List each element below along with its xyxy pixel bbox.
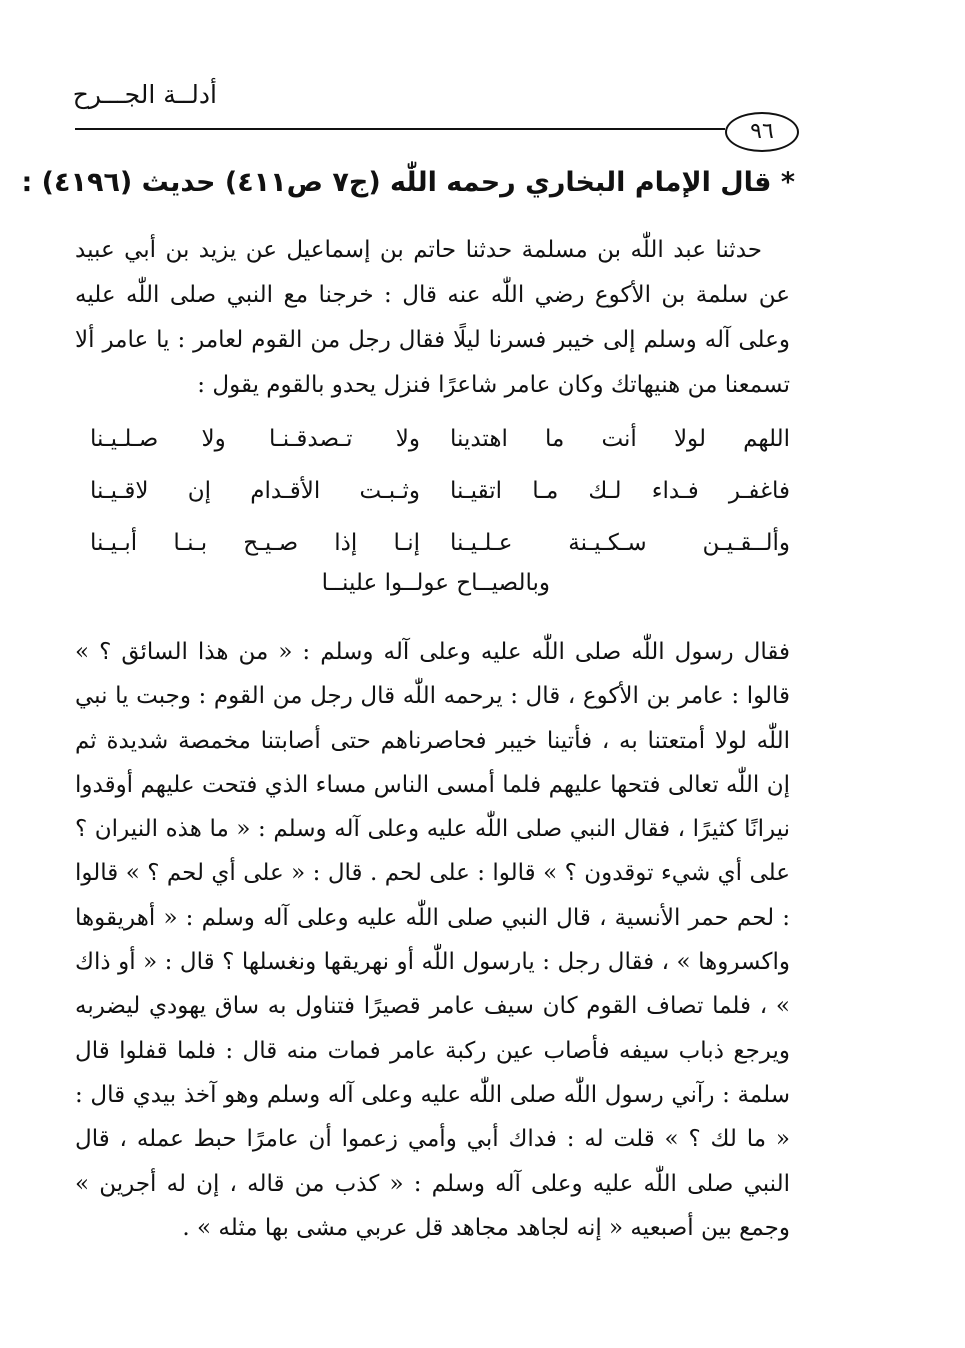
poem-hemistich-right: فاغفـر فـداء لـك مـا اتقيـنا: [450, 478, 790, 504]
poem-verse: [90, 426, 790, 478]
poem-verse: [90, 478, 790, 530]
poem-hemistich-left: إنـا إذا صـيـح بـنـا أبـيـنا: [90, 530, 420, 556]
poem: [90, 426, 790, 582]
page-number: ٩٦: [725, 112, 799, 152]
hadith-body-paragraph: [75, 630, 790, 1250]
poem-hemistich-right: وألــقـيـن سـكـيـنة عـلـيـنا: [450, 530, 790, 556]
hadith-chain-paragraph: [75, 228, 790, 408]
poem-hemistich-left: وثـبـت الأقـدام إن لاقـيـنا: [90, 478, 420, 504]
header-rule: [75, 128, 725, 130]
hadith-heading: * قال الإمام البخاري رحمه اللّٰه (ج٧ ص٤١١) حديث (٤١٩٦) :: [21, 167, 795, 198]
paragraph2-text: فقال رسول اللّٰه صلى اللّٰه عليه وعلى آله وسلم : « من هذا السائق ؟ » قالوا : عامر بن الأكوع ، قال : يرحمه اللّٰه قال رجل من القوم : وجبت يا نبي اللّٰه لولا أمتعتنا به ، فأتينا خيبر فحاصرناهم حتى أصابتنا مخمصة شديدة ثم إن اللّٰه تعالى فتحها عليهم فلما أمسى الناس مساء الذي فتحت عليهم أوقدوا نيرانًا كثيرًا ، فقال النبي صلى اللّٰه عليه وعلى آله وسلم : « ما هذه النيران ؟ على أي شيء توقدون ؟ » قالوا : على لحم . قال : « على أي لحم ؟ » قالوا : لحم حمر الأنسية ، قال النبي صلى اللّٰه عليه وعلى آله وسلم : « أهريقوها واكسروها » ، فقال رجل : يارسول اللّٰه أو نهريقها ونغسلها ؟ قال : « أو ذاك » ، فلما تصاف القوم كان سيف عامر قصيرًا فتناول به ساق يهودي ليضربه ويرجع ذباب سيفه فأصاب عين ركبة عامر فمات منه قال : فلما قفلوا قال سلمة : رآني رسول اللّٰه صلى اللّٰه عليه وعلى آله وسلم وهو آخذ بيدي قال : « ما لك ؟ » قلت له : فداك أبي وأمي زعموا أن عامرًا حبط عمله ، قال النبي صلى اللّٰه عليه وعلى آله وسلم : « كذب من قاله ، إن له أجرين » وجمع بين أصبعيه « إنه لجاهد مجاهد قل عربي مشى بها مثله » .: [75, 639, 790, 1241]
poem-hemistich-right: اللهم لولا أنت ما اهتدينا: [450, 426, 790, 452]
paragraph1-text: حدثنا عبد اللّٰه بن مسلمة حدثنا حاتم بن إسماعيل عن يزيد بن أبي عبيد عن سلمة بن الأكوع رضي اللّٰه عنه قال : خرجنا مع النبي صلى اللّٰه عليه وعلى آله وسلم إلى خيبر فسرنا ليلًا فقال رجل من القوم لعامر : يا عامر ألا تسمعنا من هنيهاتك وكان عامر شاعرًا فنزل يحدو بالقوم يقول :: [75, 237, 790, 398]
poem-hemistich-left: ولا تـصدقـنـا ولا صـلـيـنا: [90, 426, 420, 452]
poem-final-line: وبالصيــاح عولــوا علينــا: [321, 570, 550, 596]
running-header-title: أدلــة الجـــرح: [72, 80, 217, 109]
